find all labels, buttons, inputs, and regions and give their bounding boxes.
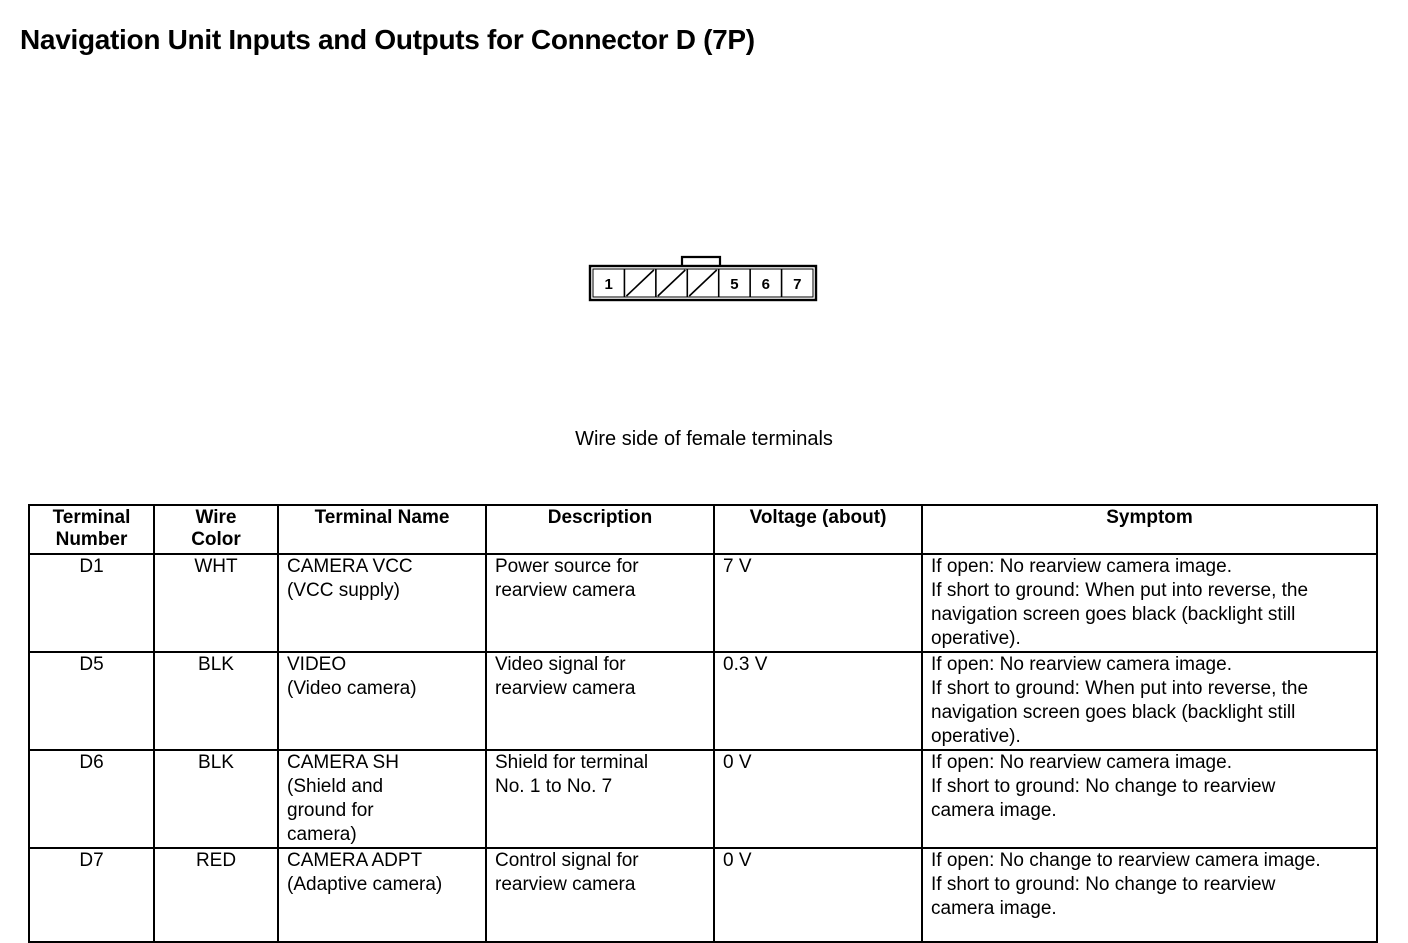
cell-text-line: Control signal for — [495, 850, 639, 871]
cell-text-line: (Shield and — [287, 776, 384, 797]
cell-text-line: ground for — [287, 800, 374, 821]
description-cell — [486, 652, 714, 750]
header-symptom — [922, 505, 1377, 554]
cell-text-line: RED — [195, 850, 237, 871]
cell-text-line: 0 V — [723, 752, 752, 773]
terminal-name-cell — [278, 652, 486, 750]
wire-color-cell — [154, 750, 278, 848]
cell-text-line: WHT — [194, 556, 238, 577]
terminal-number-cell — [29, 750, 154, 848]
cell-text-line: navigation screen goes black (backlight still — [931, 702, 1296, 723]
cell-text-line: rearview camera — [495, 580, 636, 601]
table-row — [29, 750, 1377, 848]
cell-text-line: Number — [55, 529, 128, 550]
page-title: Navigation Unit Inputs and Outputs for Connector D (7P) — [20, 24, 755, 55]
cell-text-line: Power source for — [495, 556, 639, 577]
header-wire-color — [154, 505, 278, 554]
cell-text-line: If open: No rearview camera image. — [931, 752, 1232, 773]
header-terminal-number — [29, 505, 154, 554]
description-cell — [486, 554, 714, 652]
connector-caption: Wire side of female terminals — [575, 428, 833, 450]
header-description — [486, 505, 714, 554]
table-header-row — [29, 505, 1377, 554]
cell-text-line: operative). — [931, 726, 1021, 747]
cell-text-line: VIDEO — [287, 654, 347, 675]
cell-text-line: 7 V — [723, 556, 752, 577]
cell-text-line: Voltage (about) — [749, 507, 887, 528]
voltage-cell — [714, 554, 922, 652]
pin-label: 1 — [604, 276, 613, 293]
cell-text-line: If open: No change to rearview camera image. — [931, 850, 1321, 871]
cell-text-line: Symptom — [1106, 507, 1193, 528]
cell-text-line: (Video camera) — [287, 678, 417, 699]
cell-text-line: D5 — [79, 654, 104, 675]
pin-label: 6 — [761, 276, 771, 293]
symptom-cell — [922, 554, 1377, 652]
voltage-cell — [714, 652, 922, 750]
cell-text-line: camera image. — [931, 800, 1057, 821]
cell-text-line: operative). — [931, 628, 1021, 649]
cell-text-line: CAMERA SH — [287, 752, 399, 773]
cell-text-line: If open: No rearview camera image. — [931, 654, 1232, 675]
symptom-cell — [922, 750, 1377, 848]
cell-text-line: BLK — [198, 752, 234, 773]
symptom-cell — [922, 652, 1377, 750]
voltage-cell — [714, 750, 922, 848]
cell-text-line: If short to ground: When put into reverse, the — [931, 678, 1309, 699]
cell-text-line: D1 — [79, 556, 104, 577]
table-row — [29, 652, 1377, 750]
cell-text-line: CAMERA VCC — [287, 556, 413, 577]
pin-label: 7 — [793, 276, 802, 293]
cell-text-line: (VCC supply) — [287, 580, 400, 601]
cell-text-line: rearview camera — [495, 874, 636, 895]
cell-text-line: rearview camera — [495, 678, 636, 699]
cell-text-line: D6 — [79, 752, 104, 773]
cell-text-line: camera) — [287, 824, 357, 845]
connector-latch — [682, 257, 720, 266]
pin-label: 5 — [730, 276, 739, 293]
cell-text-line: 0.3 V — [723, 654, 768, 675]
cell-text-line: Description — [547, 507, 653, 528]
cell-text-line: Terminal Name — [314, 507, 450, 528]
wire-color-cell — [154, 652, 278, 750]
header-terminal-name — [278, 505, 486, 554]
cell-text-line: Shield for terminal — [495, 752, 649, 773]
wire-color-cell — [154, 554, 278, 652]
cell-text-line: camera image. — [931, 898, 1057, 919]
cell-text-line: If short to ground: When put into reverse, the — [931, 580, 1309, 601]
cell-text-line: If short to ground: No change to rearview — [931, 776, 1276, 797]
connector-diagram — [580, 250, 830, 310]
cell-text-line: BLK — [198, 654, 234, 675]
terminal-table — [28, 504, 1378, 943]
description-cell — [486, 750, 714, 848]
header-voltage — [714, 505, 922, 554]
table-row — [29, 554, 1377, 652]
terminal-number-cell — [29, 652, 154, 750]
cell-text-line: D7 — [79, 850, 104, 871]
cell-text-line: CAMERA ADPT — [287, 850, 423, 871]
terminal-name-cell — [278, 554, 486, 652]
cell-text-line: Terminal — [52, 507, 131, 528]
cell-text-line: If short to ground: No change to rearview — [931, 874, 1276, 895]
cell-text-line: Color — [191, 529, 241, 550]
cell-text-line: Video signal for — [495, 654, 626, 675]
cell-text-line: Wire — [195, 507, 237, 528]
cell-text-line: (Adaptive camera) — [287, 874, 443, 895]
cell-text-line: No. 1 to No. 7 — [495, 776, 613, 797]
cell-text-line: If open: No rearview camera image. — [931, 556, 1232, 577]
cell-text-line: navigation screen goes black (backlight still — [931, 604, 1296, 625]
cell-text-line: 0 V — [723, 850, 752, 871]
terminal-number-cell — [29, 554, 154, 652]
terminal-name-cell — [278, 750, 486, 848]
